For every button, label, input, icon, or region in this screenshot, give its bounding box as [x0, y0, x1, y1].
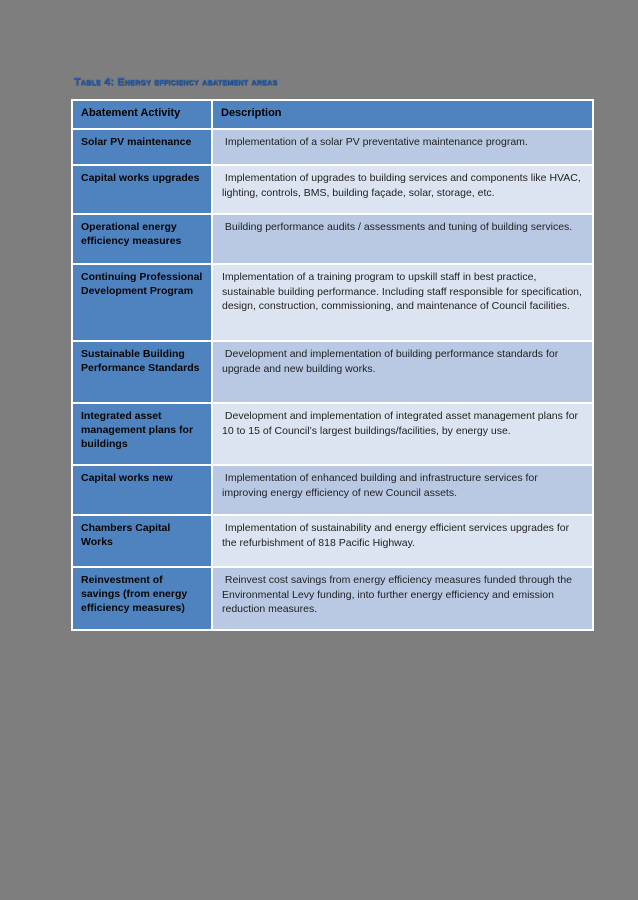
- table-row: [73, 466, 592, 514]
- table-header-row: [73, 101, 592, 128]
- activity-cell: Reinvestment of savings (from energy efficiency measures): [73, 568, 211, 629]
- activity-cell: Integrated asset management plans for buildings: [73, 404, 211, 464]
- description-cell: Implementation of sustainability and energy efficient services upgrades for the refurbishment of 818 Pacific Highway.: [213, 516, 592, 566]
- table-row: [73, 215, 592, 263]
- activity-cell: Continuing Professional Development Program: [73, 265, 211, 340]
- table-caption: Table 4: Energy efficiency abatement areas: [74, 76, 278, 88]
- table-row: [73, 342, 592, 402]
- table-row: [73, 404, 592, 464]
- activity-cell: Capital works new: [73, 466, 211, 514]
- column-header-abatement-activity: Abatement Activity: [73, 101, 211, 128]
- abatement-table: [71, 99, 594, 631]
- activity-cell: Chambers Capital Works: [73, 516, 211, 566]
- table-row: [73, 265, 592, 340]
- description-cell: Implementation of upgrades to building services and components like HVAC, lighting, controls, BMS, building façade, solar, storage, etc.: [213, 166, 592, 213]
- description-cell: Development and implementation of integrated asset management plans for 10 to 15 of Council’s largest buildings/facilities, by energy use.: [213, 404, 592, 464]
- table-row: [73, 516, 592, 566]
- description-cell: Reinvest cost savings from energy efficiency measures funded through the Environmental Levy funding, into further energy efficiency and emission reduction measures.: [213, 568, 592, 629]
- activity-cell: Sustainable Building Performance Standards: [73, 342, 211, 402]
- description-cell: Development and implementation of building performance standards for upgrade and new building works.: [213, 342, 592, 402]
- description-cell: Implementation of a training program to upskill staff in best practice, sustainable building performance. Including staff responsible for specification, design, construction, commissioning, and maintenance of Council facilities.: [213, 265, 592, 340]
- activity-cell: Operational energy efficiency measures: [73, 215, 211, 263]
- table-row: [73, 568, 592, 629]
- activity-cell: Solar PV maintenance: [73, 130, 211, 164]
- activity-cell: Capital works upgrades: [73, 166, 211, 213]
- column-header-description: Description: [213, 101, 592, 128]
- description-cell: Building performance audits / assessments and tuning of building services.: [213, 215, 592, 263]
- table-row: [73, 166, 592, 213]
- description-cell: Implementation of a solar PV preventative maintenance program.: [213, 130, 592, 164]
- table-row: [73, 130, 592, 164]
- description-cell: Implementation of enhanced building and infrastructure services for improving energy efficiency of new Council assets.: [213, 466, 592, 514]
